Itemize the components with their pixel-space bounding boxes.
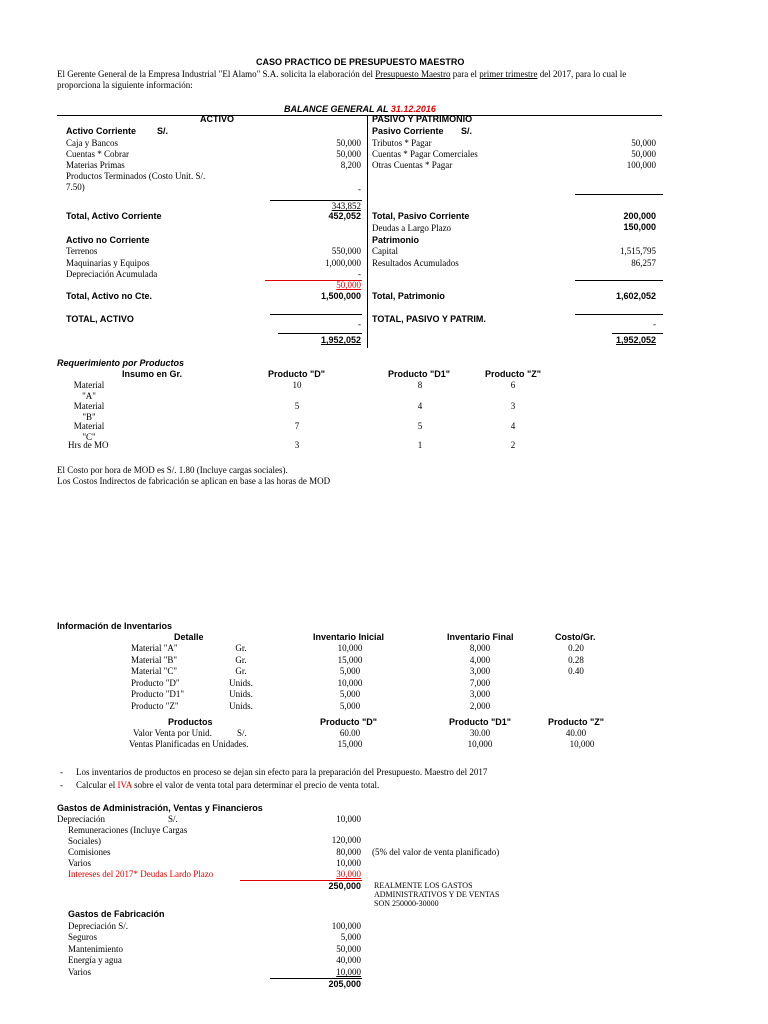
- intro-presupuesto: Presupuesto Maestro: [375, 69, 451, 79]
- otras-cuentas-label: Otras Cuentas * Pagar: [372, 160, 453, 170]
- requerimiento-heading: Requerimiento por Productos: [57, 358, 185, 368]
- inv-col-costo: Costo/Gr.: [555, 632, 596, 642]
- inv-row-item: Material "B": [131, 654, 178, 665]
- inv-row-costo: 0.40: [568, 666, 584, 676]
- currency-right: S/.: [461, 126, 473, 136]
- ga-int-label: Intereses del 2017* Deudas Lardo Plazo: [68, 869, 214, 879]
- gf-row-3-label: Energía y agua: [68, 955, 122, 965]
- ga-total: 250,000: [328, 881, 361, 891]
- req-row-c-d1: 5: [417, 421, 423, 431]
- ga-note: [374, 881, 500, 908]
- gf-row-4-value-text: 10,000: [336, 967, 361, 977]
- activo-corriente-heading: Activo Corriente: [66, 126, 137, 136]
- col-producto-z: Producto "Z": [485, 369, 542, 379]
- total-pasivo-rule-top: [575, 314, 663, 315]
- inv-row-inicial: 5,000: [339, 700, 361, 711]
- total-activo-nc-label: Total, Activo no Cte.: [66, 291, 153, 301]
- page-title: CASO PRACTICO DE PRESUPUESTO MAESTRO: [256, 57, 465, 67]
- inv-col-inicial: Inventario Inicial: [313, 632, 385, 642]
- total-activo-corriente-value: 452,052: [328, 211, 361, 221]
- costo-hora-note: El Costo por hora de MOD es S/. 1.80 (Incluye cargas sociales).: [57, 465, 288, 475]
- balance-heading-text: BALANCE GENERAL AL: [284, 104, 391, 114]
- inv-row-inicial: 10,000: [337, 643, 363, 653]
- inv-row-unit: Gr.: [235, 666, 247, 676]
- ga-rem-value: 120,000: [331, 835, 361, 845]
- total-pasivo-corriente-label: Total, Pasivo Corriente: [372, 211, 470, 221]
- inv-row-unit: Gr.: [235, 643, 247, 653]
- valor-venta-z: 40.00: [565, 728, 587, 738]
- inv-row-unit: Gr.: [235, 654, 247, 665]
- inv-col-final: Inventario Final: [447, 632, 514, 642]
- intro-mid: para el: [450, 69, 480, 79]
- bullet-1: Los inventarios de productos en proceso se dejan sin efecto para la preparación del Presupuesto. Maestro del 2017: [76, 767, 488, 777]
- intro-trimestre: primer trimestre: [479, 69, 538, 79]
- req-row-b-z: 3: [510, 401, 516, 411]
- pasivo-corriente-heading: Pasivo Corriente: [372, 126, 444, 136]
- req-row-a-z: 6: [510, 380, 516, 390]
- intro-line-2: proporciona la siguiente información:: [57, 80, 193, 90]
- total-pasivo-dash: -: [653, 319, 656, 329]
- ventas-z: 10,000: [569, 739, 595, 749]
- ventas-d: 15,000: [337, 739, 363, 749]
- ga-dep-unit: S/.: [168, 814, 178, 824]
- deudas-label: Deudas a Largo Plazo: [372, 223, 452, 233]
- capital-label: Capital: [372, 246, 398, 256]
- req-row-b-label: [62, 401, 116, 423]
- depreciacion-red-text: 50,000: [336, 280, 361, 290]
- intro-line-1: [57, 69, 626, 80]
- prod-terminados-label-1: Productos Terminados (Costo Unit. S/.: [66, 171, 206, 181]
- req-row-c-z: 4: [510, 421, 516, 431]
- currency-left: S/.: [157, 126, 169, 136]
- col-producto-d: Producto "D": [268, 369, 326, 379]
- inv-row-final: 4,000: [469, 654, 491, 665]
- inv-row-item: Material "A": [131, 643, 178, 653]
- ga-rem-label-1: Remuneraciones (Incluye Cargas: [68, 825, 188, 835]
- materias-primas-value: 8,200: [340, 160, 361, 170]
- req-row-b-d1: 4: [417, 401, 423, 411]
- inv-row-inicial: 5,000: [339, 666, 361, 676]
- inv-row-final: 3,000: [469, 689, 491, 699]
- gf-row-3-value: 40,000: [336, 955, 361, 965]
- deudas-value: 150,000: [623, 222, 656, 232]
- terrenos-value: 550,000: [331, 246, 361, 256]
- bullet-2-post: sobre el valor de venta total para determinar el precio de venta total.: [131, 780, 380, 790]
- total-activo-value-text: 1,952,052: [320, 335, 361, 345]
- materias-primas-label: Materias Primas: [66, 160, 125, 170]
- ga-var-label: Varios: [68, 858, 91, 868]
- ga-note-l3: SON 250000-30000: [374, 899, 439, 908]
- ga-com-value: 80,000: [336, 847, 361, 857]
- tributos-label: Tributos * Pagar: [372, 138, 432, 148]
- req-row-a-l1: Material: [73, 380, 105, 390]
- ga-var-value: 10,000: [336, 858, 361, 868]
- gf-row-1-value: 5,000: [340, 932, 361, 942]
- gf-total: 205,000: [328, 979, 361, 989]
- pasivo-subtotal-rule: [575, 194, 663, 195]
- total-activo-value: [281, 335, 361, 346]
- intro-pre: El Gerente General de la Empresa Industrial "El Alamo" S.A. solicita la elaboración del: [57, 69, 376, 79]
- total-patrimonio-value: 1,602,052: [615, 291, 656, 301]
- gastos-fab-heading: Gastos de Fabricación: [68, 909, 165, 919]
- ga-int-value-text: 30,000: [336, 869, 361, 879]
- gf-row-0-value: 100,000: [331, 921, 361, 931]
- valor-venta-unit: S/.: [237, 728, 247, 738]
- inv-row-inicial: 5,000: [339, 689, 361, 699]
- total-pasivo-value: [576, 335, 656, 346]
- req-row-mo-d: 3: [294, 440, 300, 450]
- total-pasivo-value-text: 1,952,052: [615, 335, 656, 345]
- gastos-admin-heading: Gastos de Administración, Ventas y Financieros: [57, 803, 263, 813]
- depreciacion-label: Depreciación Acumulada: [66, 269, 158, 279]
- bullet-2: [76, 780, 379, 791]
- prod-col-z: Producto "Z": [548, 717, 605, 727]
- req-row-b-l2: "B": [82, 412, 96, 422]
- inv-row-unit: Unids.: [229, 700, 253, 711]
- req-row-mo-label: Hrs de MO: [68, 440, 109, 450]
- req-row-mo-d1: 1: [417, 440, 423, 450]
- col-producto-d1: Producto "D1": [388, 369, 451, 379]
- prod-col-d: Producto "D": [320, 717, 378, 727]
- resultados-value: 86,257: [631, 258, 656, 268]
- req-row-c-l1: Material: [73, 421, 105, 431]
- req-row-b-l1: Material: [73, 401, 105, 411]
- maquinarias-value: 1,000,000: [325, 258, 361, 268]
- inv-row-costo: 0.28: [568, 654, 584, 665]
- gf-row-1-label: Seguros: [68, 932, 97, 942]
- total-activo-corriente-label: Total, Activo Corriente: [66, 211, 162, 221]
- ga-int-value: [281, 869, 361, 880]
- patrimonio-heading: Patrimonio: [372, 235, 420, 245]
- total-pasivo-label: TOTAL, PASIVO Y PATRIM.: [372, 314, 486, 324]
- cuentas-pagar-label: Cuentas * Pagar Comerciales: [372, 149, 478, 159]
- inv-row-final: 7,000: [469, 677, 491, 688]
- total-patrimonio-label: Total, Patrimonio: [372, 291, 445, 301]
- inventarios-heading: Información de Inventarios: [57, 621, 173, 631]
- gf-row-4-value: [281, 967, 361, 978]
- req-row-a-label: [62, 380, 116, 402]
- total-pasivo-corriente-value: 200,000: [623, 211, 656, 221]
- req-row-a-d: 10: [292, 380, 302, 390]
- ga-note-l1: REALMENTE LOS GASTOS: [374, 881, 473, 890]
- total-activo-dash: -: [358, 319, 361, 329]
- capital-value: 1,515,795: [620, 246, 656, 256]
- ga-dep-value: 10,000: [336, 814, 361, 824]
- ventas-d1: 10,000: [467, 739, 493, 749]
- ga-rem-label-2: Sociales): [68, 836, 101, 846]
- ga-com-label: Comisiones: [68, 847, 111, 857]
- col-insumo: Insumo en Gr.: [122, 369, 183, 379]
- ga-dep-label: Depreciación: [57, 814, 105, 824]
- gf-row-2-label: Mantenimiento: [68, 944, 123, 954]
- inv-row-inicial: 10,000: [337, 677, 363, 688]
- prod-col-d1: Producto "D1": [449, 717, 512, 727]
- req-row-c-l2: "C": [82, 432, 96, 442]
- terrenos-label: Terrenos: [66, 246, 98, 256]
- ga-note-l2: ADMINISTRATIVOS Y DE VENTAS: [374, 890, 500, 899]
- bullet-dash-1: -: [60, 767, 63, 777]
- depreciacion-dash: -: [358, 269, 361, 279]
- balance-top-rule: [57, 115, 662, 116]
- activo-header: ACTIVO: [200, 114, 235, 124]
- total-activo-rule-mid: [278, 333, 362, 334]
- inv-col-detalle: Detalle: [174, 632, 204, 642]
- total-pasivo-rule-mid: [612, 333, 663, 334]
- req-row-c-d: 7: [294, 421, 300, 431]
- maquinarias-label: Maquinarias y Equipos: [66, 258, 150, 268]
- inv-row-inicial: 15,000: [337, 654, 363, 665]
- total-activo-rule-top: [270, 314, 362, 315]
- bullet-2-pre: Calcular el: [76, 780, 118, 790]
- inv-row-item: Producto "D": [131, 677, 180, 688]
- cuentas-cobrar-value: 50,000: [336, 149, 361, 159]
- req-row-mo-z: 2: [510, 440, 516, 450]
- prod-terminados-value: -: [358, 184, 361, 194]
- pasivo-header: PASIVO Y PATRIMONIO: [372, 114, 473, 124]
- valor-venta-d1: 30.00: [469, 728, 491, 738]
- inv-row-item: Producto "Z": [131, 700, 179, 711]
- gf-row-2-value: 50,000: [336, 944, 361, 954]
- inv-row-final: 2,000: [469, 700, 491, 711]
- gf-row-0-label: Depreciación S/.: [68, 921, 128, 931]
- caja-value: 50,000: [336, 138, 361, 148]
- bullet-dash-2: -: [60, 780, 63, 790]
- intro-post: del 2017, para lo cual le: [537, 69, 627, 79]
- gf-row-4-label: Varios: [68, 967, 91, 977]
- inv-row-costo: 0.20: [568, 643, 584, 653]
- valor-venta-label: Valor Venta por Unid.: [133, 728, 212, 738]
- inv-row-final: 3,000: [469, 666, 491, 676]
- resultados-label: Resultados Acumulados: [372, 258, 459, 268]
- caja-label: Caja y Bancos: [66, 138, 118, 148]
- bullet-2-iva: IVA: [117, 780, 132, 790]
- req-row-b-d: 5: [294, 401, 300, 411]
- balance-center-divider: [367, 116, 368, 348]
- valor-venta-d: 60.00: [339, 728, 361, 738]
- prod-terminados-label-2: 7.50): [66, 182, 85, 192]
- cuentas-cobrar-label: Cuentas * Cobrar: [66, 149, 129, 159]
- ga-com-note: (5% del valor de venta planificado): [372, 847, 500, 857]
- depreciacion-red-value: [281, 280, 361, 291]
- productos-header: Productos: [168, 717, 213, 727]
- total-activo-label: TOTAL, ACTIVO: [66, 314, 134, 324]
- inv-row-unit: Unids.: [229, 689, 253, 699]
- patrimonio-rule: [575, 280, 663, 281]
- balance-date: 31.12.2016: [390, 104, 436, 114]
- inv-row-unit: Unids.: [229, 677, 253, 688]
- total-activo-nc-value: 1,500,000: [320, 291, 361, 301]
- inv-row-item: Producto "D1": [131, 689, 185, 699]
- ventas-planificadas-label: Ventas Planificadas en Unidades.: [129, 739, 249, 749]
- req-row-a-d1: 8: [417, 380, 423, 390]
- req-row-a-l2: "A": [82, 391, 96, 401]
- costos-indirectos-note: Los Costos Indirectos de fabricación se aplican en base a las horas de MOD: [57, 476, 331, 486]
- subtotal-corriente-text: 343,852: [331, 201, 361, 211]
- otras-cuentas-value: 100,000: [626, 160, 656, 170]
- cuentas-pagar-value: 50,000: [631, 149, 656, 159]
- activo-no-corriente-heading: Activo no Corriente: [66, 235, 150, 245]
- inv-row-final: 8,000: [469, 643, 491, 653]
- inv-row-item: Material "C": [131, 666, 178, 676]
- tributos-value: 50,000: [631, 138, 656, 148]
